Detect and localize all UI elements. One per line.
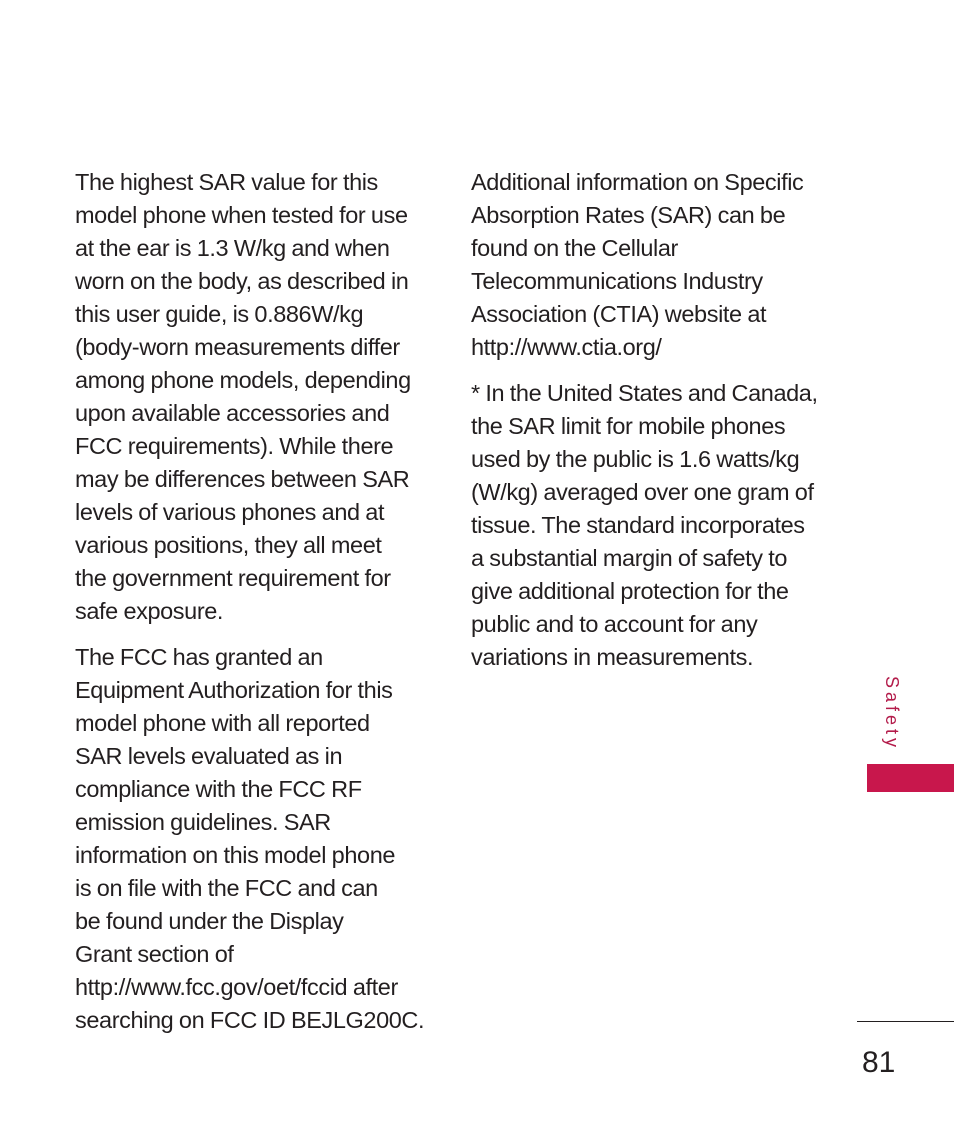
text-line: public and to account for any bbox=[471, 611, 758, 637]
text-line: levels of various phones and at bbox=[75, 499, 385, 525]
page-number: 81 bbox=[862, 1046, 896, 1079]
text-line: compliance with the FCC RF bbox=[75, 776, 362, 802]
text-line: give additional protection for the bbox=[471, 578, 789, 604]
text-line: this user guide, is 0.886W/kg bbox=[75, 301, 364, 327]
text-line: Absorption Rates (SAR) can be bbox=[471, 202, 786, 228]
text-line: a substantial margin of safety to bbox=[471, 545, 788, 571]
sar-limit-footnote bbox=[471, 377, 823, 674]
text-line: The highest SAR value for this bbox=[75, 169, 378, 195]
text-line: found on the Cellular bbox=[471, 235, 678, 261]
sar-value-paragraph bbox=[75, 166, 430, 628]
text-line: (W/kg) averaged over one gram of bbox=[471, 479, 814, 505]
text-line: variations in measurements. bbox=[471, 644, 754, 670]
text-line: the SAR limit for mobile phones bbox=[471, 413, 786, 439]
text-line: tissue. The standard incorporates bbox=[471, 512, 805, 538]
text-line: Equipment Authorization for this bbox=[75, 677, 393, 703]
text-line: Telecommunications Industry bbox=[471, 268, 763, 294]
text-line: Additional information on Specific bbox=[471, 169, 804, 195]
text-line: be found under the Display bbox=[75, 908, 344, 934]
text-line: information on this model phone bbox=[75, 842, 396, 868]
ctia-info-paragraph bbox=[471, 166, 823, 364]
text-line: (body-worn measurements differ bbox=[75, 334, 400, 360]
text-line: * In the United States and Canada, bbox=[471, 380, 818, 406]
text-line: searching on FCC ID BEJLG200C. bbox=[75, 1007, 425, 1033]
text-line: emission guidelines. SAR bbox=[75, 809, 331, 835]
text-line: SAR levels evaluated as in bbox=[75, 743, 343, 769]
text-line: FCC requirements). While there bbox=[75, 433, 394, 459]
section-tab-label: Safety bbox=[882, 676, 902, 752]
fcc-authorization-paragraph bbox=[75, 641, 430, 1037]
section-tab-bar bbox=[867, 764, 954, 792]
text-line: at the ear is 1.3 W/kg and when bbox=[75, 235, 390, 261]
text-line: various positions, they all meet bbox=[75, 532, 382, 558]
ctia-url-line: http://www.ctia.org/ bbox=[471, 334, 662, 360]
text-line: among phone models, depending bbox=[75, 367, 411, 393]
right-column bbox=[471, 166, 823, 687]
footer-rule bbox=[857, 1021, 954, 1022]
text-line: model phone with all reported bbox=[75, 710, 370, 736]
text-line: upon available accessories and bbox=[75, 400, 390, 426]
text-line: model phone when tested for use bbox=[75, 202, 408, 228]
text-line: the government requirement for bbox=[75, 565, 391, 591]
text-line: is on file with the FCC and can bbox=[75, 875, 378, 901]
text-line: Grant section of bbox=[75, 941, 234, 967]
text-line: The FCC has granted an bbox=[75, 644, 323, 670]
text-line: Association (CTIA) website at bbox=[471, 301, 767, 327]
text-line: may be differences between SAR bbox=[75, 466, 410, 492]
left-column bbox=[75, 166, 430, 1050]
text-line: safe exposure. bbox=[75, 598, 224, 624]
fcc-url-line: http://www.fcc.gov/oet/fccid after bbox=[75, 974, 398, 1000]
text-line: used by the public is 1.6 watts/kg bbox=[471, 446, 800, 472]
text-line: worn on the body, as described in bbox=[75, 268, 409, 294]
